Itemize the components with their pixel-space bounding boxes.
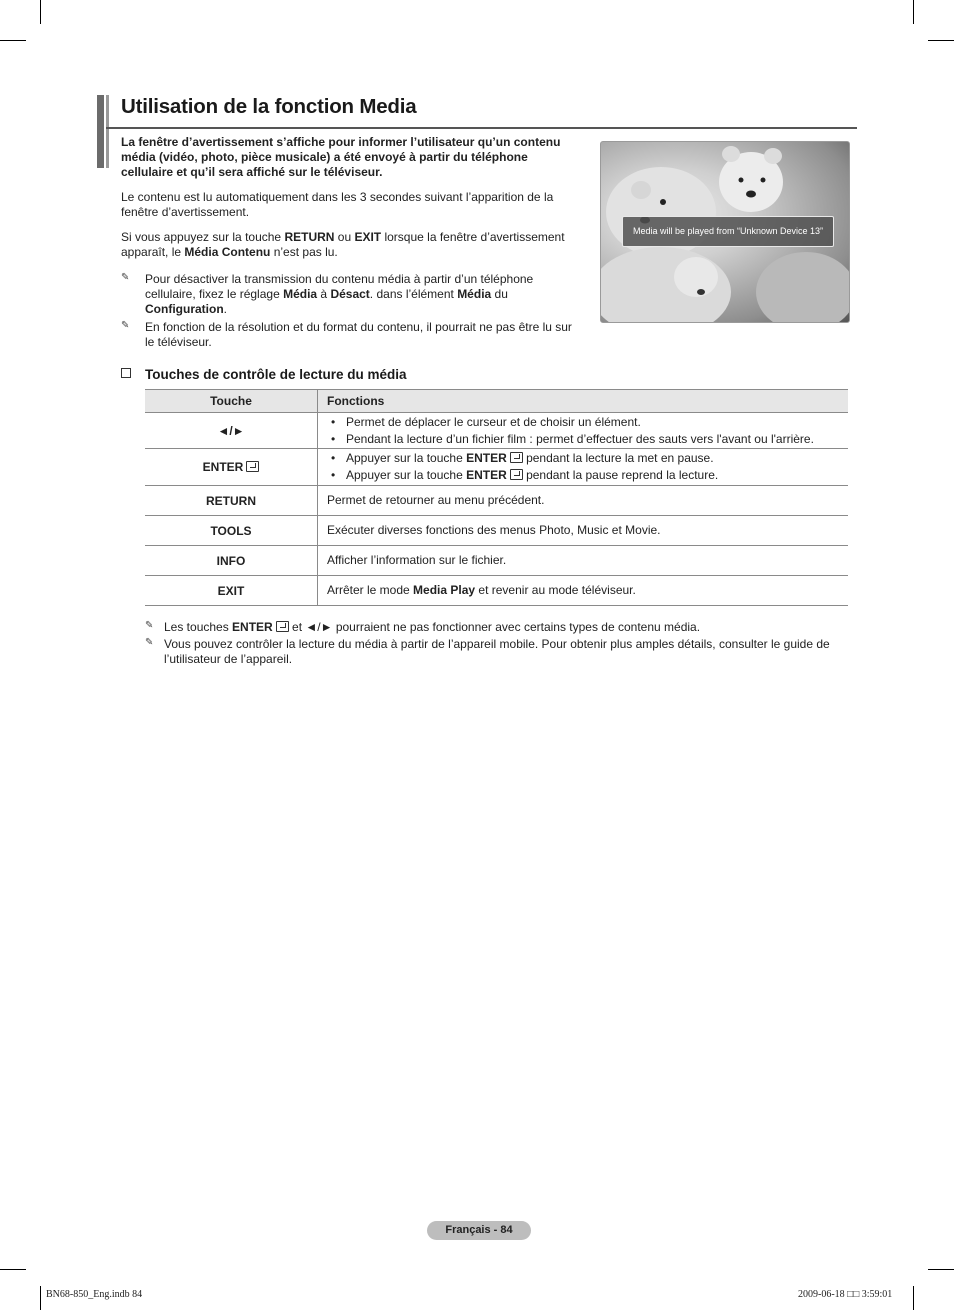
function-cell: Exécuter diverses fonctions des menus Photo, Music et Movie. — [318, 516, 849, 546]
paragraph-return-exit — [121, 230, 583, 260]
menu-term: Média Contenu — [184, 245, 271, 259]
table-row — [145, 516, 848, 546]
crop-mark — [928, 40, 954, 41]
key-label: ENTER — [232, 620, 273, 634]
crop-mark — [928, 1269, 954, 1270]
enter-icon — [276, 621, 289, 632]
section-heading — [121, 367, 407, 382]
note-text: Vous pouvez contrôler la lecture du média à partir de l’appareil mobile. Pour obtenir plus amples détails, consulter le guide de l’utilisateur de l’appareil. — [164, 637, 830, 666]
menu-term: Média — [283, 287, 318, 301]
paragraph-text — [121, 230, 583, 260]
title-accent-bar — [97, 95, 104, 168]
print-slug-file: BN68-850_Eng.indb 84 — [46, 1289, 143, 1300]
note-icon: ✎ — [121, 272, 130, 283]
text-run: et ◄/► pourraient ne pas fonctionner avec certains types de contenu média. — [288, 620, 701, 634]
note-text: En fonction de la résolution et du format du contenu, il pourrait ne pas être lu sur le téléviseur. — [145, 320, 572, 349]
page-title: Utilisation de la fonction Media — [121, 95, 417, 118]
table-row — [145, 546, 848, 576]
note-icon: ✎ — [145, 637, 154, 648]
title-accent-bar — [106, 95, 109, 168]
table-row — [145, 449, 848, 486]
table-row — [145, 413, 848, 449]
text-run: du — [491, 287, 508, 301]
menu-term: Désact — [330, 287, 370, 301]
text-run: Appuyer sur la touche — [346, 451, 467, 465]
crop-mark — [0, 1269, 26, 1270]
menu-term: Media Play — [413, 583, 476, 597]
text-run: pendant la lecture la met en pause. — [522, 451, 714, 465]
key-tools: TOOLS — [145, 516, 318, 546]
function-cell — [318, 413, 849, 449]
page-number: Français - 84 — [427, 1221, 531, 1240]
text-run: Appuyer sur la touche — [346, 468, 467, 482]
text-run: à — [317, 287, 331, 301]
paragraph-auto-play — [121, 190, 583, 220]
text-run: et revenir au mode téléviseur. — [475, 583, 636, 597]
crop-mark — [40, 1286, 41, 1310]
print-slug-date: 2009-06-18 □□ 3:59:01 — [798, 1289, 893, 1300]
text-run: n’est pas lu. — [270, 245, 338, 259]
text-run: Si vous appuyez sur la touche — [121, 230, 285, 244]
function-cell: Permet de retourner au menu précédent. — [318, 486, 849, 516]
key-enter — [145, 449, 318, 486]
checkbox-square-icon — [121, 368, 131, 378]
text-run: Arrêter le mode — [327, 583, 414, 597]
key-exit: EXIT — [145, 576, 318, 606]
note-icon: ✎ — [145, 620, 154, 631]
intro-text: La fenêtre d’avertissement s’affiche pour informer l’utilisateur qu’un contenu média (vidéo, photo, pièce musicale) a été envoyé à partir du téléphone cellulaire et qu’il sera affiché sur le téléviseur. — [121, 135, 561, 179]
function-bullet: • Pendant la lecture d’un fichier film : permet d’effectuer des sauts vers l'avant ou l'arrière. — [327, 431, 848, 448]
table-row — [145, 486, 848, 516]
enter-icon — [510, 452, 523, 463]
text-run: Pour désactiver la transmission du contenu média à partir d’un téléphone cellulaire, fixez le réglage — [145, 272, 534, 301]
key-label: ENTER — [466, 451, 507, 465]
header-key: Touche — [145, 390, 318, 413]
crop-mark — [0, 40, 26, 41]
function-bullet — [327, 467, 848, 484]
function-bullet: • Permet de déplacer le curseur et de choisir un élément. — [327, 414, 848, 431]
function-cell: Afficher l’information sur le fichier. — [318, 546, 849, 576]
key-arrows: ◄/► — [145, 413, 318, 449]
text-run: lorsque la fenêtre d’avertissement apparaît, le — [121, 230, 565, 259]
menu-term: Configuration — [145, 302, 224, 316]
key-function-table — [145, 389, 848, 606]
key-return: RETURN — [145, 486, 318, 516]
note-item — [121, 320, 583, 350]
text-run: Les touches — [164, 620, 233, 634]
text-run: . — [223, 302, 227, 316]
note-icon: ✎ — [121, 320, 130, 331]
crop-mark — [913, 0, 914, 24]
key-label: ENTER — [466, 468, 507, 482]
function-bullet — [327, 450, 848, 467]
note-text — [164, 620, 848, 635]
key-exit: EXIT — [354, 230, 382, 244]
text-run: . dans l’élément — [369, 287, 458, 301]
text-run: pendant la pause reprend la lecture. — [522, 468, 719, 482]
note-item — [145, 637, 848, 667]
table-row — [145, 576, 848, 606]
key-info: INFO — [145, 546, 318, 576]
key-return: RETURN — [284, 230, 335, 244]
note-item — [121, 272, 583, 317]
key-label: ENTER — [202, 460, 244, 474]
crop-mark — [40, 0, 41, 24]
crop-mark — [913, 1286, 914, 1310]
function-cell — [318, 449, 849, 486]
section-heading-text: Touches de contrôle de lecture du média — [145, 367, 407, 382]
menu-term: Média — [457, 287, 492, 301]
note-text — [145, 272, 583, 317]
text-run: ou — [334, 230, 355, 244]
table-header-row — [145, 390, 848, 413]
tv-screen-photo — [600, 141, 850, 323]
function-cell — [318, 576, 849, 606]
title-rule — [106, 127, 857, 129]
note-item — [145, 620, 848, 635]
media-toast: Media will be played from “Unknown Device 13” — [622, 216, 834, 247]
header-functions: Fonctions — [318, 390, 849, 413]
paragraph-text: Le contenu est lu automatiquement dans les 3 secondes suivant l’apparition de la fenêtre d’avertissement. — [121, 190, 554, 219]
enter-icon — [510, 469, 523, 480]
enter-icon — [246, 461, 259, 472]
intro-paragraph — [121, 135, 583, 180]
